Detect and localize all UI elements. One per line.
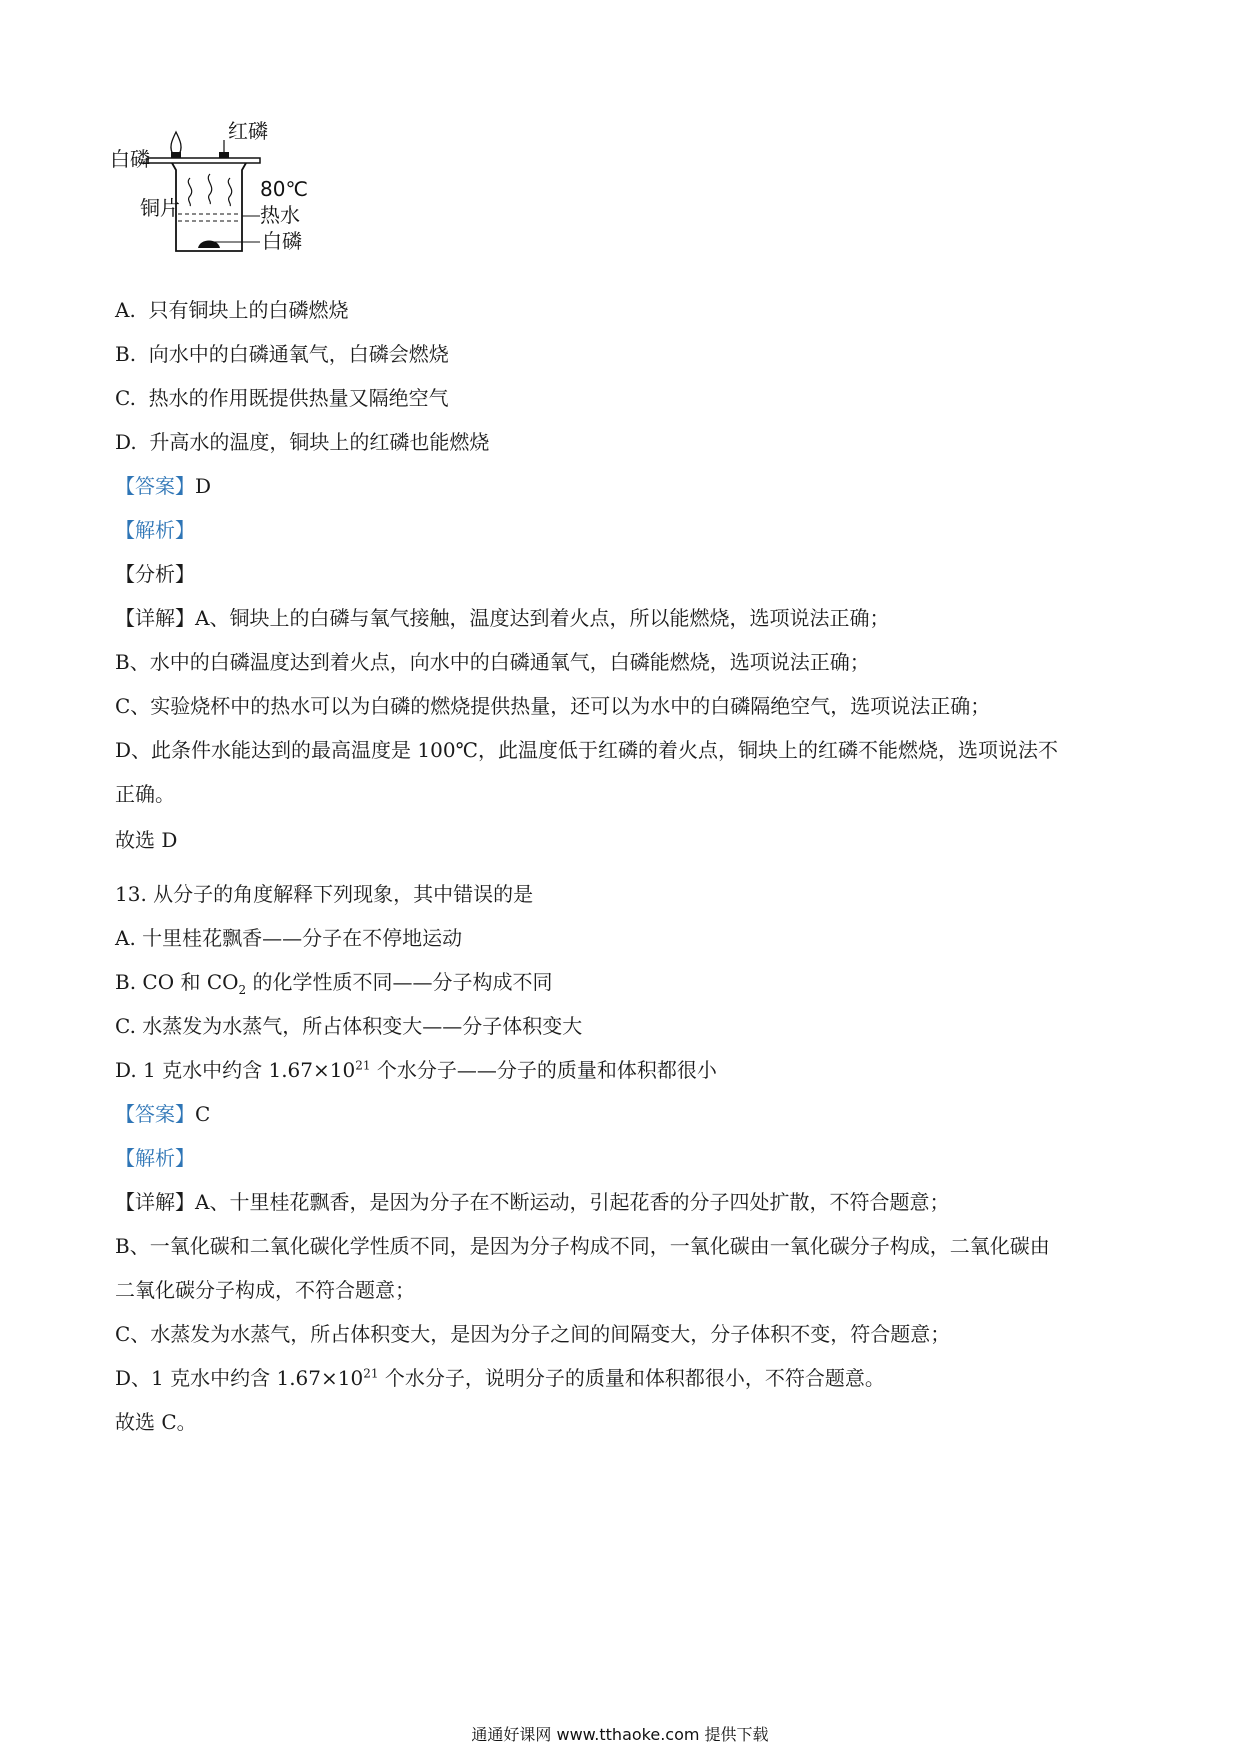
label-white-phosphorus-bottom: 白磷 <box>262 229 302 253</box>
q12-detail-d-cont: 正确。 <box>115 782 175 806</box>
q12-conclusion: 故选 D <box>115 828 178 852</box>
q13-detail-c: C、水蒸发为水蒸气，所占体积变大，是因为分子之间的间隔变大，分子体积不变，符合题意； <box>115 1322 951 1346</box>
q12-analysis-tag: 【解析】 <box>115 518 195 542</box>
q13-detail-d: D、1 克水中约含 $1.67\times 10^{21}$ 个水分子，说明分子的质量和体积都很小，不符合题意。 <box>115 1366 885 1390</box>
q12-answer: 【答案】D <box>115 474 212 498</box>
q12-detail-b: B、水中的白磷温度达到着火点，向水中的白磷通氧气，白磷能燃烧，选项说法正确； <box>115 650 870 674</box>
label-temperature: 80℃ <box>260 177 308 201</box>
label-copper-sheet: 铜片 <box>140 196 180 220</box>
q12-option-d: D. 升高水的温度，铜块上的红磷也能燃烧 <box>115 430 490 454</box>
q13-conclusion: 故选 C。 <box>115 1410 197 1434</box>
q13-option-a: A. 十里桂花飘香——分子在不停地运动 <box>115 926 463 950</box>
q12-option-a: A. 只有铜块上的白磷燃烧 <box>115 298 349 322</box>
q12-detail-a: 【详解】A、铜块上的白磷与氧气接触，温度达到着火点，所以能燃烧，选项说法正确； <box>115 606 890 630</box>
q13-option-c: C. 水蒸发为水蒸气，所占体积变大——分子体积变大 <box>115 1014 583 1038</box>
q13-stem: 13. 从分子的角度解释下列现象，其中错误的是 <box>115 882 534 906</box>
copper-sheet <box>148 158 260 163</box>
label-red-phosphorus: 红磷 <box>228 119 268 143</box>
q13-detail-a: 【详解】A、十里桂花飘香，是因为分子在不断运动，引起花香的分子四处扩散，不符合题意； <box>115 1190 950 1214</box>
experiment-figure <box>110 118 350 293</box>
q13-option-b: B. CO 和 $CO_2$ 的化学性质不同——分子构成不同 <box>115 970 553 997</box>
q13-analysis-tag: 【解析】 <box>115 1146 195 1170</box>
q13-option-d: D. 1 克水中约含 $1.67\times 10^{21}$ 个水分子——分子的质量和体积都很小 <box>115 1058 717 1082</box>
q12-detail-c: C、实验烧杯中的热水可以为白磷的燃烧提供热量，还可以为水中的白磷隔绝空气，选项说法正确； <box>115 694 991 718</box>
q12-fenxi-tag: 【分析】 <box>115 562 195 586</box>
q12-option-c: C. 热水的作用既提供热量又隔绝空气 <box>115 386 449 410</box>
label-white-phosphorus-top: 白磷 <box>110 147 150 171</box>
q13-answer: 【答案】C <box>115 1102 211 1126</box>
red-phosphorus-lump <box>219 152 229 158</box>
q13-detail-b-cont: 二氧化碳分子构成，不符合题意； <box>115 1278 415 1302</box>
page-footer: 通通好课网 www.tthaoke.com 提供下载 <box>471 1725 769 1744</box>
q12-option-b: B. 向水中的白磷通氧气，白磷会燃烧 <box>115 342 449 366</box>
label-hot-water: 热水 <box>260 203 300 227</box>
q12-detail-d: D、此条件水能达到的最高温度是 100℃，此温度低于红磷的着火点，铜块上的红磷不能燃烧，选项说法不 <box>115 738 1058 762</box>
q13-detail-b: B、一氧化碳和二氧化碳化学性质不同，是因为分子构成不同，一氧化碳由一氧化碳分子构成，二氧化碳由 <box>115 1234 1050 1258</box>
